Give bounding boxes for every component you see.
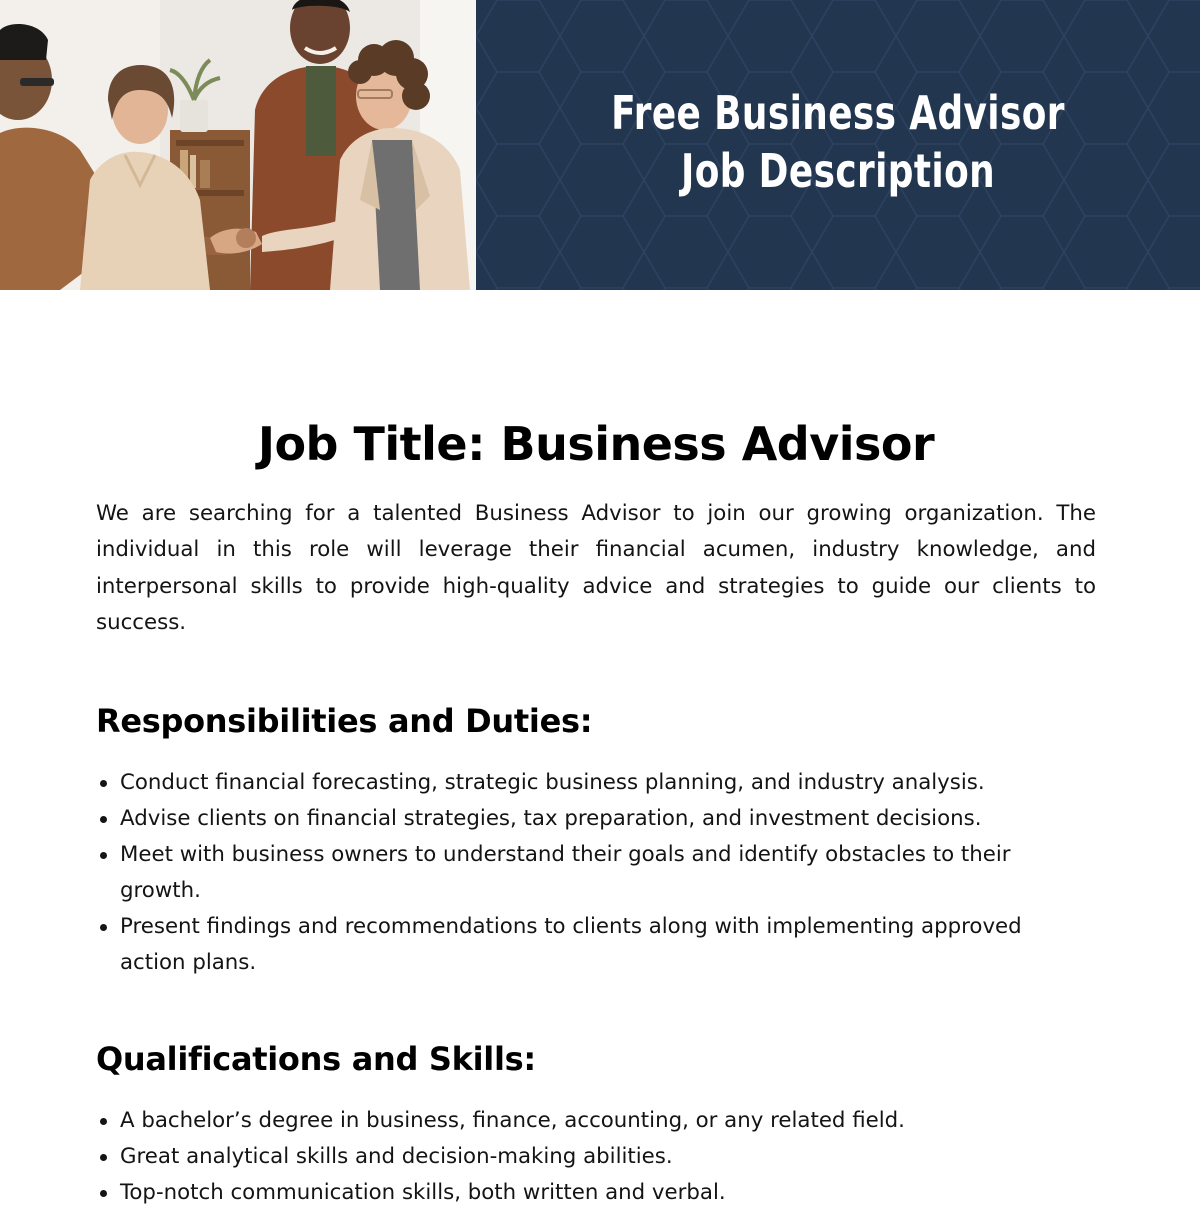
intro-paragraph: We are searching for a talented Business Advisor to join our growing organization. The individual in this role will leverage their financial acumen, industry knowledge, and interpersonal skills to provide high-quality advice and strategies to guide our clients to success. bbox=[96, 501, 1096, 635]
bullet-icon bbox=[100, 1154, 107, 1161]
list-item bbox=[96, 837, 1088, 909]
qualifications-heading: Qualifications and Skills: bbox=[96, 1040, 536, 1079]
bullet-icon bbox=[100, 816, 107, 823]
bullet-icon bbox=[100, 1190, 107, 1197]
list-item bbox=[96, 1139, 1088, 1175]
bullet-icon bbox=[100, 852, 107, 859]
bullet-icon bbox=[100, 924, 107, 931]
list-item bbox=[96, 765, 1088, 801]
bullet-icon bbox=[100, 1118, 107, 1125]
header-banner bbox=[0, 0, 1200, 290]
list-item bbox=[96, 801, 1088, 837]
responsibilities-heading: Responsibilities and Duties: bbox=[96, 702, 593, 741]
list-item bbox=[96, 1175, 1088, 1211]
document-title-line-2: Job Description bbox=[680, 144, 996, 198]
document-title-line-1: Free Business Advisor bbox=[611, 86, 1065, 140]
list-item bbox=[96, 1103, 1088, 1139]
title-banner bbox=[476, 0, 1200, 290]
document-title bbox=[556, 84, 1121, 200]
responsibilities-list bbox=[96, 765, 1096, 981]
list-item-text: Present findings and recommendations to clients along with implementing approved action plans. bbox=[120, 914, 1022, 976]
list-item bbox=[96, 909, 1088, 981]
list-item-text: Top-notch communication skills, both written and verbal. bbox=[120, 1180, 726, 1206]
qualifications-list bbox=[96, 1103, 1096, 1211]
list-item-text: A bachelor’s degree in business, finance, accounting, or any related field. bbox=[120, 1108, 905, 1134]
list-item-text: Great analytical skills and decision-making abilities. bbox=[120, 1144, 673, 1170]
job-title-heading: Job Title: Business Advisor bbox=[257, 417, 935, 471]
handshake-photo-illustration bbox=[0, 0, 476, 290]
document-body bbox=[96, 412, 1096, 1211]
bullet-icon bbox=[100, 780, 107, 787]
list-item-text: Conduct financial forecasting, strategic business planning, and industry analysis. bbox=[120, 770, 985, 796]
list-item-text: Advise clients on financial strategies, tax preparation, and investment decisions. bbox=[120, 806, 982, 832]
list-item-text: Meet with business owners to understand their goals and identify obstacles to their growth. bbox=[120, 842, 1011, 904]
header-photo bbox=[0, 0, 476, 290]
